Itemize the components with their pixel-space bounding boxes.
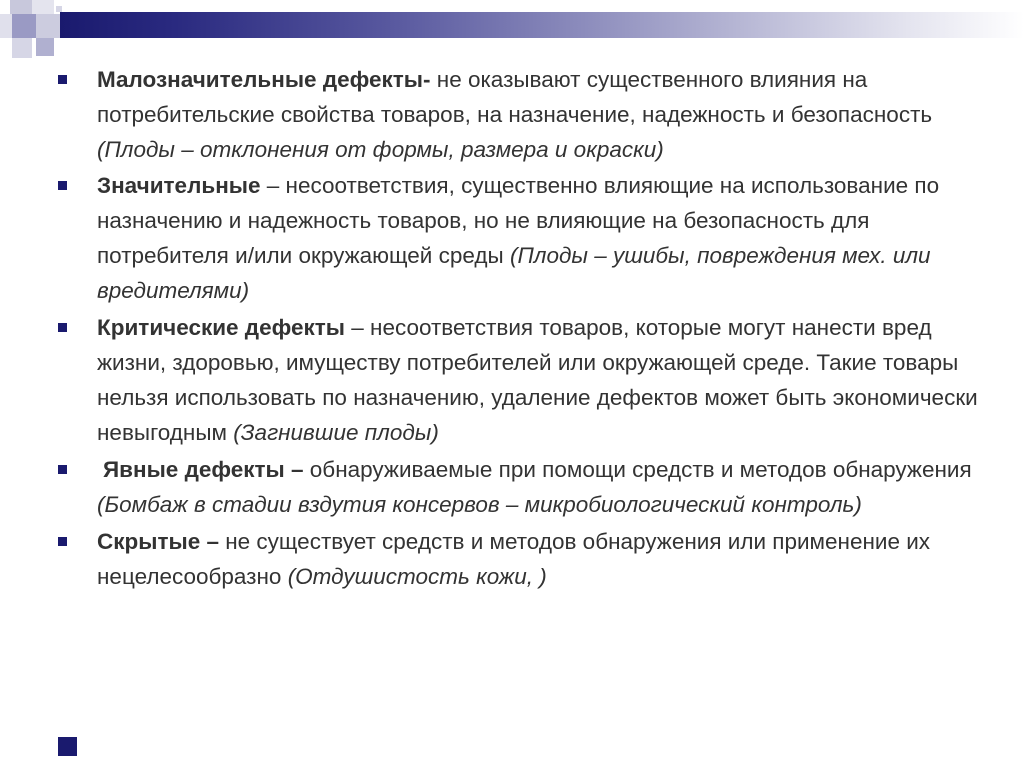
decor-square <box>36 38 54 56</box>
item-term: Малозначительные дефекты- <box>97 67 431 92</box>
list-item-critical-defects <box>58 310 978 450</box>
item-description: – несоответствия, существенно влияющие на использование по назначению и надежность товаров, но не влияющие на безопасность для потребителя и/или окружающей среды <box>97 173 940 268</box>
square-bullet-icon <box>58 75 67 84</box>
decor-square <box>10 0 32 14</box>
square-bullet-icon <box>58 537 67 546</box>
header-gradient-bar <box>60 12 1024 38</box>
decor-square <box>12 38 32 58</box>
item-example: (Загнившие плоды) <box>233 420 439 445</box>
item-term: Критические дефекты <box>97 315 346 340</box>
item-description: не существует средств и методов обнаружения или применение их нецелесообразно <box>97 529 931 589</box>
square-bullet-icon <box>58 323 67 332</box>
item-description: – несоответствия товаров, которые могут нанести вред жизни, здоровью, имуществу потребителей или окружающей среде. Такие товары нельзя использовать по назначению, удаление дефектов может быть экономически невыгодным <box>97 315 978 445</box>
list-item-minor-defects <box>58 62 978 167</box>
item-example: (Бомбаж в стадии вздутия консервов – микробиологический контроль) <box>97 492 862 517</box>
item-example: (Плоды – ушибы, повреждения мех. или вредителями) <box>97 243 931 303</box>
decor-square <box>32 0 54 14</box>
square-bullet-icon <box>58 181 67 190</box>
item-term: Скрытые – <box>97 529 219 554</box>
decor-square <box>0 14 12 38</box>
item-example: (Плоды – отклонения от формы, размера и окраски) <box>97 137 664 162</box>
list-item-obvious-defects <box>58 452 978 522</box>
empty-bullet-icon <box>58 737 77 756</box>
list-item-significant-defects <box>58 168 978 308</box>
item-term: Явные дефекты – <box>103 457 304 482</box>
item-term: Значительные <box>97 173 261 198</box>
item-description: обнаруживаемые при помощи средств и методов обнаружения <box>303 457 972 482</box>
square-bullet-icon <box>58 465 67 474</box>
item-description: не оказывают существенного влияния на потребительские свойства товаров, на назначение, надежность и безопасность <box>97 67 933 127</box>
decor-square <box>12 14 36 38</box>
decor-square <box>36 14 60 38</box>
defects-list <box>58 62 978 594</box>
item-example: (Отдушистость кожи, ) <box>287 564 547 589</box>
list-item-hidden-defects <box>58 524 978 594</box>
